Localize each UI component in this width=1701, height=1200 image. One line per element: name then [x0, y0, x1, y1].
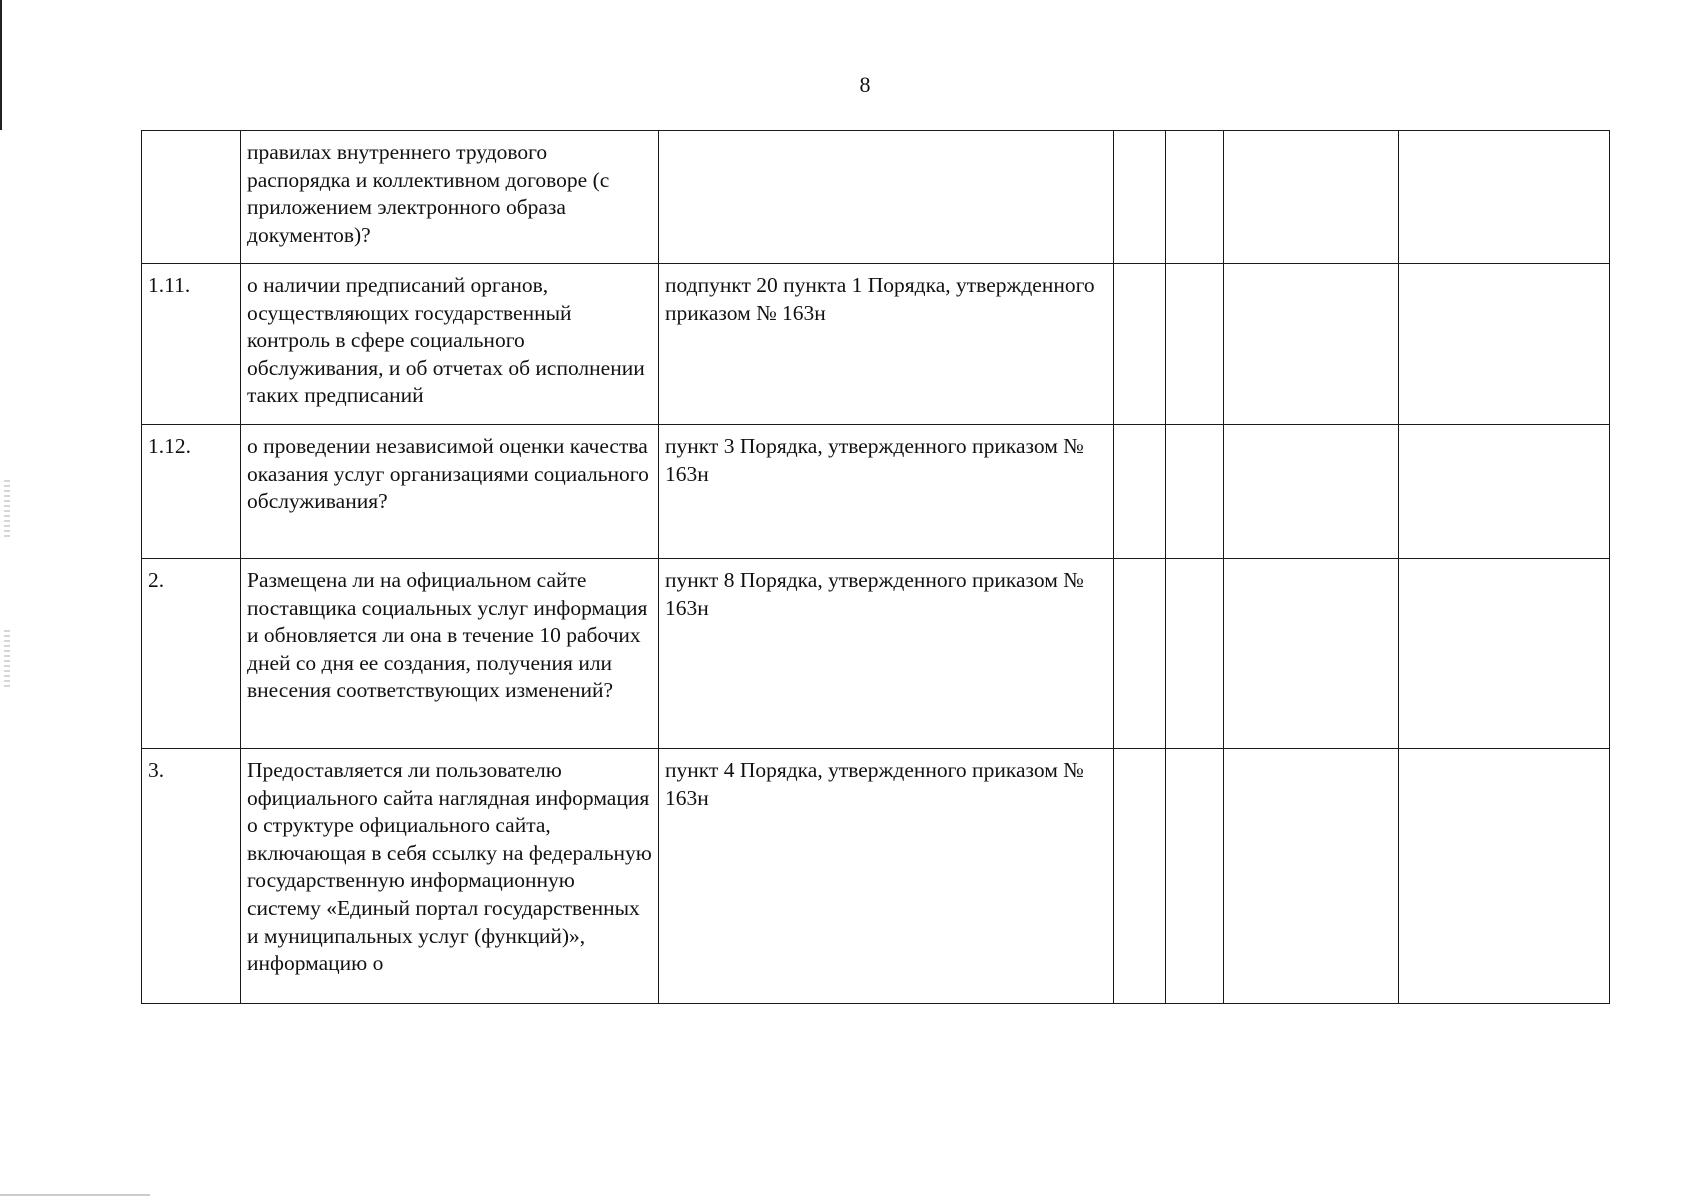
row-number-cell: 1.11. [142, 264, 241, 425]
scan-noise-mark [4, 630, 10, 690]
table-row [142, 131, 1610, 264]
row-number-cell: 3. [142, 749, 241, 1004]
reference-cell [659, 131, 1114, 264]
scan-noise-mark [4, 480, 10, 540]
reference-cell: пункт 8 Порядка, утвержденного приказом № 163н [659, 559, 1114, 749]
reference-cell: пункт 3 Порядка, утвержденного приказом № 163н [659, 425, 1114, 559]
table-row [142, 749, 1610, 1004]
answer-yes-cell [1114, 425, 1166, 559]
question-cell: правилах внутреннего трудового распорядка и коллективном договоре (с приложением электронного образа документов)? [241, 131, 659, 264]
answer-no-cell [1166, 425, 1224, 559]
note-cell [1399, 559, 1610, 749]
not-applicable-cell [1224, 425, 1399, 559]
not-applicable-cell [1224, 131, 1399, 264]
answer-yes-cell [1114, 749, 1166, 1004]
answer-no-cell [1166, 749, 1224, 1004]
table-row [142, 425, 1610, 559]
answer-yes-cell [1114, 559, 1166, 749]
reference-cell: пункт 4 Порядка, утвержденного приказом № 163н [659, 749, 1114, 1004]
reference-cell: подпункт 20 пункта 1 Порядка, утвержденного приказом № 163н [659, 264, 1114, 425]
answer-yes-cell [1114, 264, 1166, 425]
table-row [142, 559, 1610, 749]
note-cell [1399, 425, 1610, 559]
not-applicable-cell [1224, 559, 1399, 749]
row-number-cell: 1.12. [142, 425, 241, 559]
not-applicable-cell [1224, 749, 1399, 1004]
note-cell [1399, 749, 1610, 1004]
question-cell: Предоставляется ли пользователю официального сайта наглядная информация о структуре официального сайта, включающая в себя ссылку на федеральную государственную информационную систему «Единый портал государственных и муниципальных услуг (функций)», информацию о [241, 749, 659, 1004]
checklist-table [141, 130, 1610, 1004]
row-number-cell: 2. [142, 559, 241, 749]
table-row [142, 264, 1610, 425]
scan-margin-line [0, 0, 2, 130]
answer-no-cell [1166, 131, 1224, 264]
row-number-cell [142, 131, 241, 264]
not-applicable-cell [1224, 264, 1399, 425]
answer-no-cell [1166, 559, 1224, 749]
answer-yes-cell [1114, 131, 1166, 264]
question-cell: о проведении независимой оценки качества оказания услуг организациями социального обслуживания? [241, 425, 659, 559]
question-cell: о наличии предписаний органов, осуществляющих государственный контроль в сфере социального обслуживания, и об отчетах об исполнении таких предписаний [241, 264, 659, 425]
question-cell: Размещена ли на официальном сайте поставщика социальных услуг информация и обновляется ли она в течение 10 рабочих дней со дня ее создания, получения или внесения соответствующих изменений? [241, 559, 659, 749]
note-cell [1399, 264, 1610, 425]
page-number: 8 [859, 72, 871, 97]
answer-no-cell [1166, 264, 1224, 425]
scan-bottom-mark [0, 1194, 150, 1196]
note-cell [1399, 131, 1610, 264]
